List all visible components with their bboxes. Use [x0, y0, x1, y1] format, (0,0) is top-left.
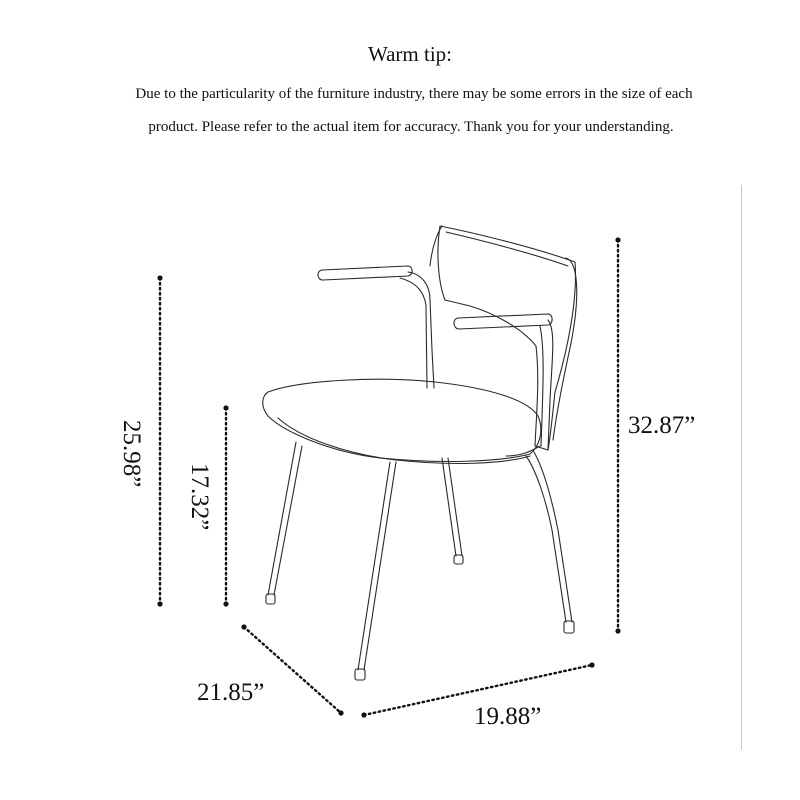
chair-seat-edge: [278, 418, 530, 463]
chair-leg-back-right: [526, 452, 572, 622]
chair-backrest-edge: [553, 258, 577, 440]
chair-leg-front-left: [268, 442, 302, 595]
endpoint-dot: [338, 710, 343, 715]
endpoint-dot: [361, 712, 366, 717]
label-armrest-height: 25.98”: [118, 420, 145, 488]
label-seat-height: 17.32”: [186, 463, 213, 531]
label-width: 19.88”: [474, 703, 542, 730]
chair-foot-back-right: [564, 621, 574, 633]
endpoint-dot: [157, 601, 162, 606]
chair-foot-front-left: [266, 594, 275, 604]
chair-backrest: [438, 226, 576, 450]
chair-illustration: [263, 226, 577, 680]
endpoint-dot: [223, 405, 228, 410]
label-overall-height: 32.87”: [628, 412, 696, 439]
chair-seat: [263, 379, 541, 461]
chair-foot-front-right: [355, 669, 365, 680]
chair-armrest-left: [318, 266, 412, 280]
chair-arm-support-left: [400, 272, 434, 388]
endpoint-dot: [157, 275, 162, 280]
chair-backrest-inner: [446, 232, 568, 266]
chair-armrest-right: [454, 314, 552, 329]
endpoint-dot: [589, 662, 594, 667]
label-depth: 21.85”: [197, 679, 265, 706]
endpoint-dot: [615, 237, 620, 242]
endpoint-dot: [223, 601, 228, 606]
chair-arm-joint: [430, 226, 442, 266]
notice-title: Warm tip:: [367, 42, 453, 66]
chair-leg-front-right: [358, 462, 396, 670]
endpoint-dot: [241, 624, 246, 629]
notice-line-1: Due to the particularity of the furniture industry, there may be some errors in the size of each: [135, 86, 693, 102]
endpoint-dot: [615, 628, 620, 633]
notice-line-2: product. Please refer to the actual item for accuracy. Thank you for your understanding.: [148, 119, 674, 135]
chair-leg-back-left: [442, 458, 462, 556]
